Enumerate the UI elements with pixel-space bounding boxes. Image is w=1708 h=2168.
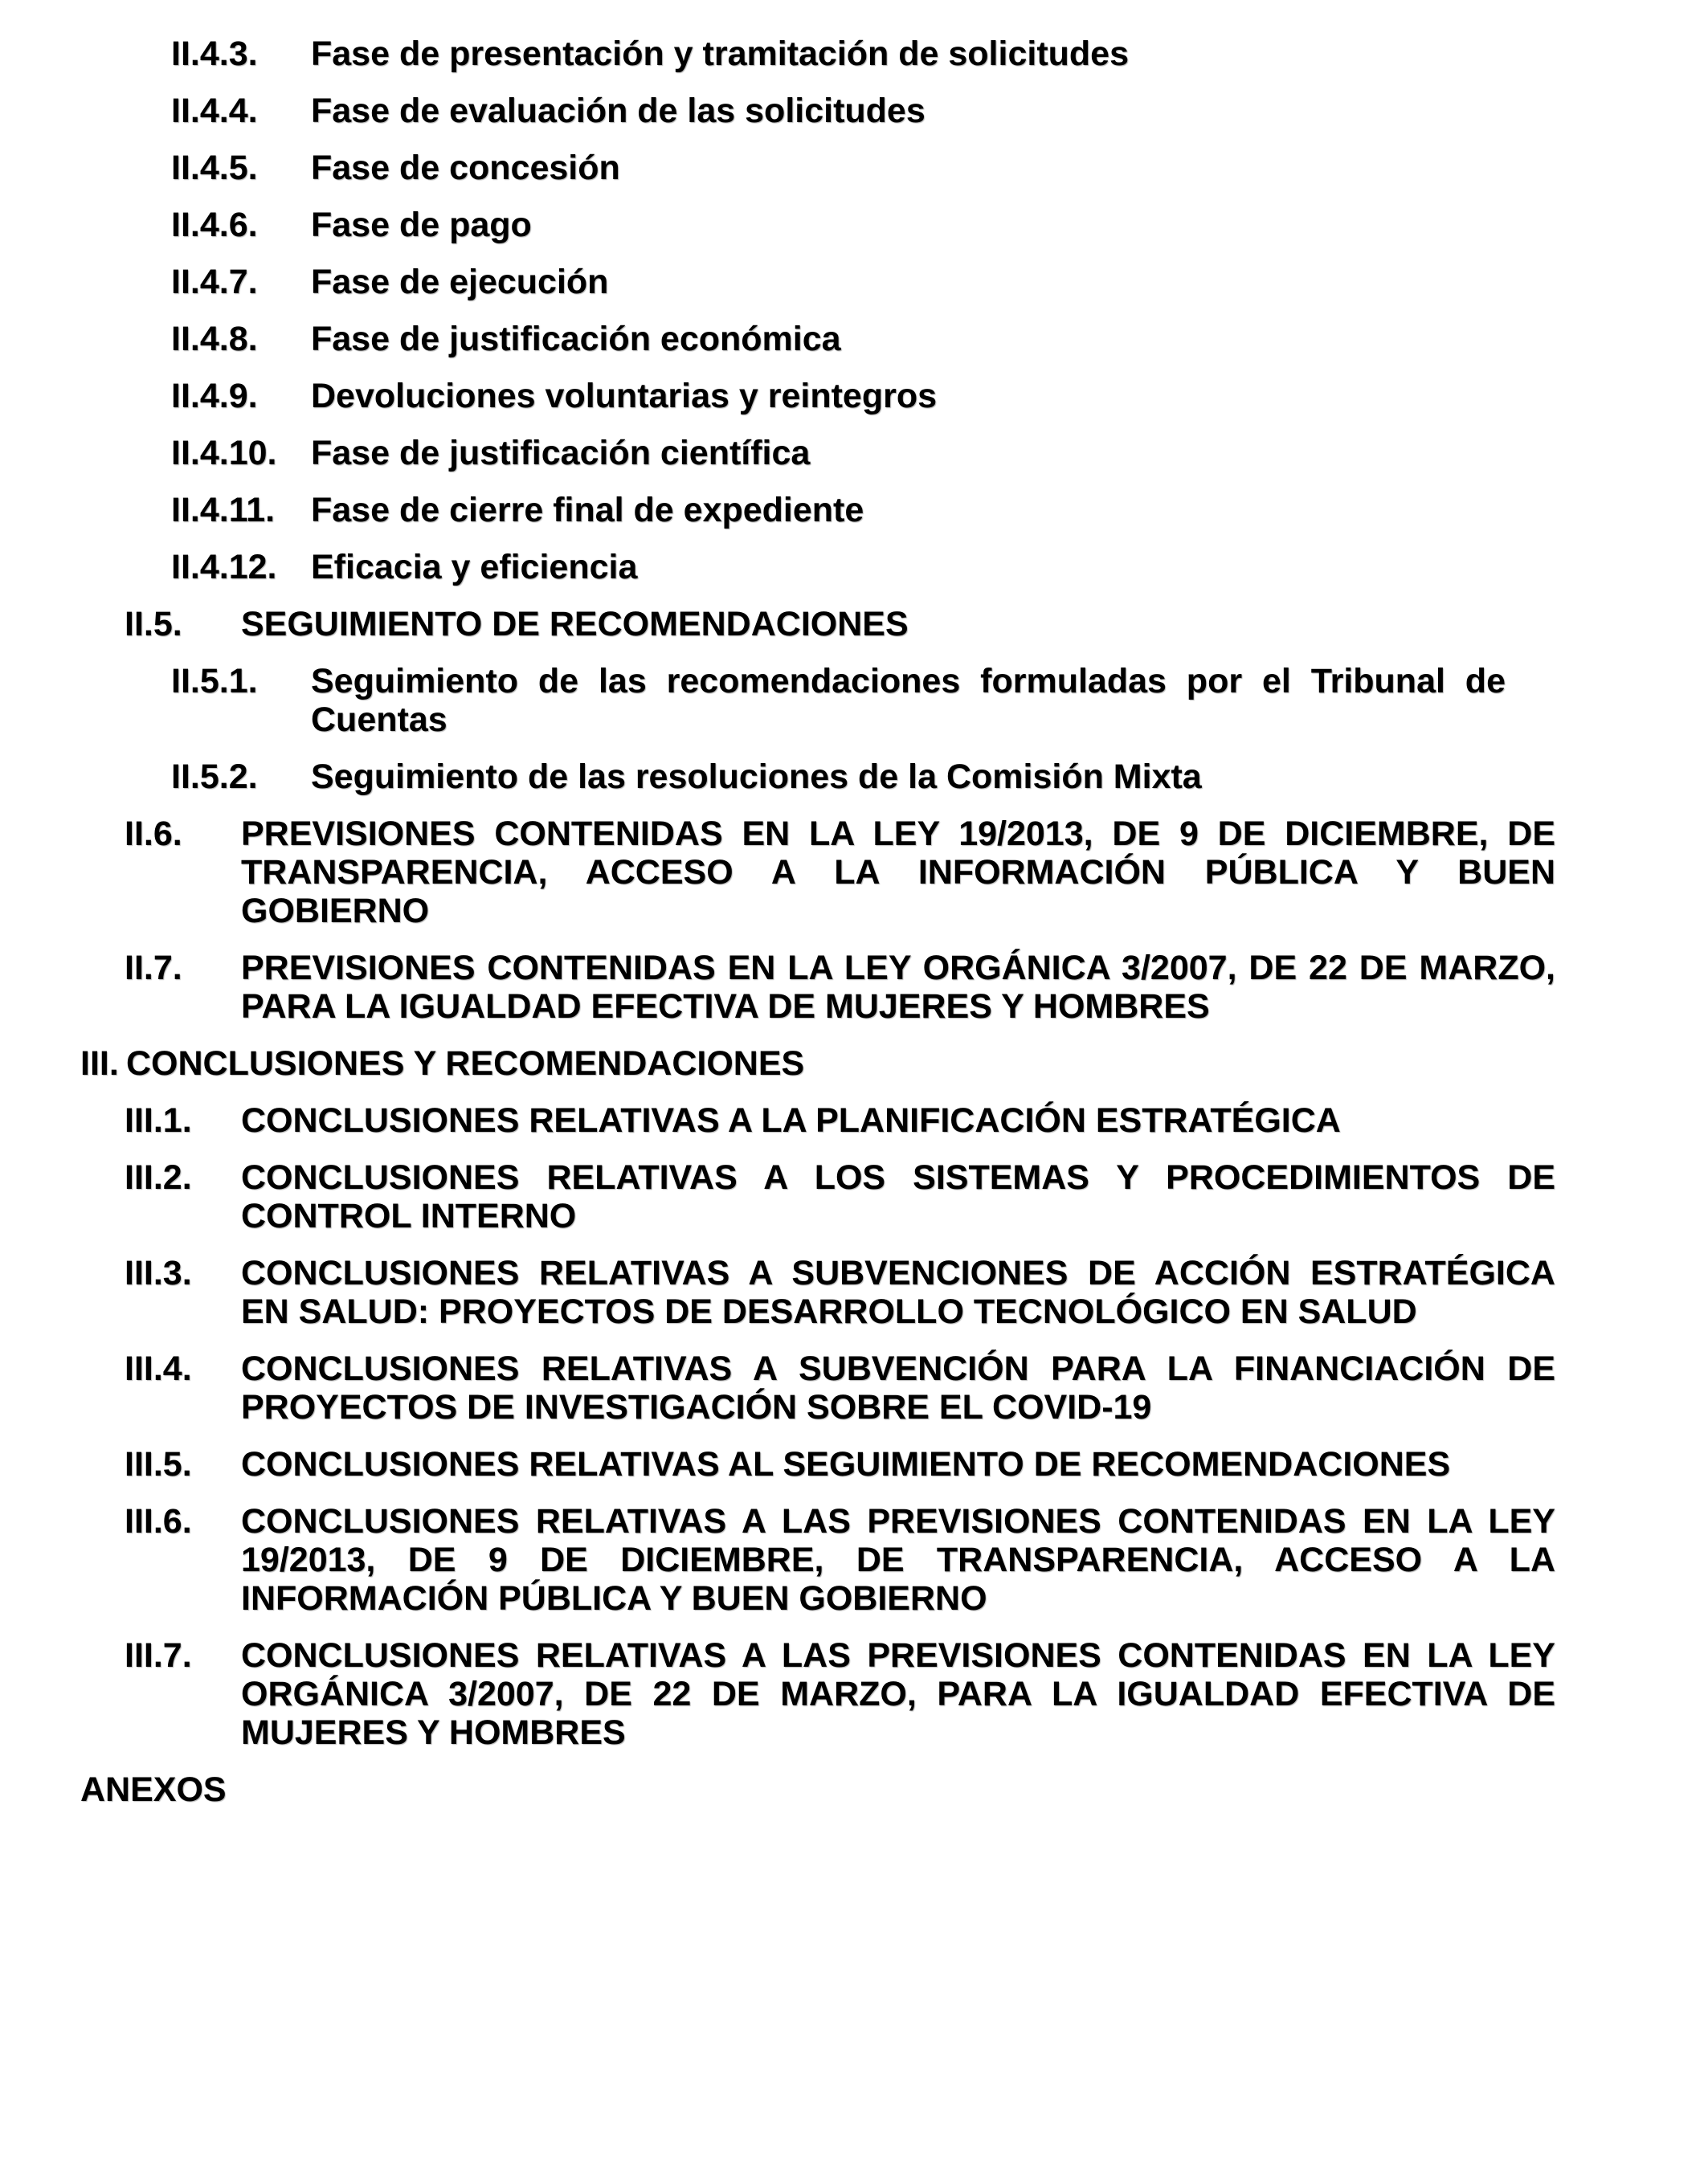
toc-line: EN SALUD: PROYECTOS DE DESARROLLO TECNOLÓGICO EN SALUD [241, 1292, 1417, 1331]
toc-entry [0, 263, 1708, 301]
toc-line: CONCLUSIONES RELATIVAS A LA PLANIFICACIÓN ESTRATÉGICA [241, 1101, 1341, 1140]
toc-entry-text [311, 263, 1506, 301]
toc-entry-number: III.4. [125, 1349, 192, 1388]
toc-entry-text [241, 1445, 1555, 1484]
toc-entry-number: III.1. [125, 1101, 192, 1140]
toc-list [0, 35, 1708, 1809]
toc-entry-text [311, 491, 1506, 529]
toc-line: Seguimiento de las resoluciones de la Comisión Mixta [311, 757, 1202, 796]
toc-entry-text [241, 1254, 1555, 1331]
toc-entry-number: II.4.3. [171, 35, 258, 73]
toc-entry [0, 548, 1708, 586]
toc-line: Fase de justificación económica [311, 320, 841, 358]
toc-line: Fase de evaluación de las solicitudes [311, 92, 926, 130]
toc-entry [0, 1770, 1708, 1809]
toc-line: ORGÁNICA 3/2007, DE 22 DE MARZO, PARA LA IGUALDAD EFECTIVA DE [241, 1675, 1555, 1713]
toc-entry-number: II.4.11. [171, 491, 276, 529]
toc-entry-text [241, 1636, 1555, 1752]
toc-entry-number: II.5. [125, 605, 182, 643]
toc-line: PARA LA IGUALDAD EFECTIVA DE MUJERES Y HOMBRES [241, 987, 1210, 1026]
toc-line: GOBIERNO [241, 892, 430, 930]
toc-entry-text [241, 1502, 1555, 1618]
toc-line: PREVISIONES CONTENIDAS EN LA LEY 19/2013, DE 9 DE DICIEMBRE, DE [241, 815, 1555, 853]
toc-entry-text [311, 548, 1506, 586]
toc-line: Fase de cierre final de expediente [311, 491, 864, 529]
toc-entry-text [241, 605, 1555, 643]
toc-entry-number: II.5.1. [171, 662, 258, 700]
toc-entry-number: II.4.6. [171, 206, 258, 244]
toc-line: Fase de presentación y tramitación de solicitudes [311, 35, 1129, 73]
toc-entry [0, 757, 1708, 796]
toc-entry-text [311, 320, 1506, 358]
toc-entry-number: II.6. [125, 815, 182, 853]
toc-line: ANEXOS [80, 1770, 227, 1809]
toc-entry [0, 320, 1708, 358]
toc-entry-number: III.7. [125, 1636, 192, 1675]
toc-entry-number: III.3. [125, 1254, 192, 1292]
toc-line: Cuentas [311, 700, 447, 739]
toc-entry [0, 206, 1708, 244]
toc-entry-text [311, 92, 1506, 130]
toc-entry-text [311, 149, 1506, 187]
toc-line: CONCLUSIONES RELATIVAS A SUBVENCIÓN PARA LA FINANCIACIÓN DE [241, 1349, 1555, 1388]
toc-line: CONCLUSIONES RELATIVAS A LAS PREVISIONES CONTENIDAS EN LA LEY [241, 1636, 1555, 1675]
toc-entry [0, 1445, 1708, 1484]
toc-line: CONCLUSIONES RELATIVAS A LAS PREVISIONES CONTENIDAS EN LA LEY [241, 1502, 1555, 1541]
toc-entry-number: II.4.4. [171, 92, 258, 130]
toc-entry [0, 434, 1708, 472]
toc-entry-text [241, 1158, 1555, 1235]
toc-entry-number: III.2. [125, 1158, 192, 1197]
toc-entry [0, 1636, 1708, 1752]
toc-entry-text [241, 1101, 1555, 1140]
toc-entry [0, 605, 1708, 643]
toc-line: CONCLUSIONES RELATIVAS A SUBVENCIONES DE ACCIÓN ESTRATÉGICA [241, 1254, 1555, 1292]
toc-entry [0, 1502, 1708, 1618]
toc-line: Fase de ejecución [311, 263, 609, 301]
toc-entry-text [311, 434, 1506, 472]
toc-line: PROYECTOS DE INVESTIGACIÓN SOBRE EL COVID-19 [241, 1388, 1152, 1427]
toc-entry-number: II.4.5. [171, 149, 258, 187]
toc-entry [0, 92, 1708, 130]
toc-line: SEGUIMIENTO DE RECOMENDACIONES [241, 605, 909, 643]
toc-entry [0, 1044, 1708, 1083]
toc-entry-number: II.4.8. [171, 320, 258, 358]
toc-entry-number: II.4.12. [171, 548, 277, 586]
toc-line: Eficacia y eficiencia [311, 548, 638, 586]
toc-line: Seguimiento de las recomendaciones formuladas por el Tribunal de [311, 662, 1506, 700]
toc-entry-text [311, 206, 1506, 244]
toc-entry-text [241, 815, 1555, 930]
toc-entry-text [80, 1770, 1510, 1809]
toc-line: Devoluciones voluntarias y reintegros [311, 377, 938, 415]
toc-entry [0, 35, 1708, 73]
toc-entry [0, 815, 1708, 930]
toc-entry-text [241, 949, 1555, 1026]
toc-line: 19/2013, DE 9 DE DICIEMBRE, DE TRANSPARENCIA, ACCESO A LA [241, 1541, 1555, 1579]
toc-entry-number: III.6. [125, 1502, 192, 1541]
toc-line: Fase de concesión [311, 149, 620, 187]
toc-entry [0, 149, 1708, 187]
toc-entry-number: II.5.2. [171, 757, 258, 796]
toc-entry [0, 662, 1708, 739]
toc-entry [0, 491, 1708, 529]
toc-entry-number: II.7. [125, 949, 182, 987]
toc-entry-text [126, 1044, 1555, 1083]
toc-line: Fase de pago [311, 206, 532, 244]
toc-entry-number: II.4.9. [171, 377, 258, 415]
toc-line: CONCLUSIONES Y RECOMENDACIONES [126, 1044, 805, 1083]
toc-entry-text [241, 1349, 1555, 1427]
toc-entry [0, 1101, 1708, 1140]
toc-line: INFORMACIÓN PÚBLICA Y BUEN GOBIERNO [241, 1579, 987, 1618]
toc-line: CONCLUSIONES RELATIVAS AL SEGUIMIENTO DE RECOMENDACIONES [241, 1445, 1451, 1484]
toc-entry [0, 1349, 1708, 1427]
toc-entry-number: III.5. [125, 1445, 192, 1484]
toc-entry [0, 1158, 1708, 1235]
toc-line: TRANSPARENCIA, ACCESO A LA INFORMACIÓN PÚBLICA Y BUEN [241, 853, 1555, 892]
toc-entry-text [311, 757, 1506, 796]
toc-entry [0, 1254, 1708, 1331]
toc-line: CONTROL INTERNO [241, 1197, 577, 1235]
toc-entry-text [311, 662, 1506, 739]
toc-line: Fase de justificación científica [311, 434, 811, 472]
toc-line: MUJERES Y HOMBRES [241, 1713, 626, 1752]
toc-entry-number: II.4.10. [171, 434, 277, 472]
toc-entry [0, 949, 1708, 1026]
toc-entry-text [311, 35, 1506, 73]
toc-entry [0, 377, 1708, 415]
toc-entry-number: III. [80, 1044, 119, 1083]
toc-entry-number: II.4.7. [171, 263, 258, 301]
toc-line: CONCLUSIONES RELATIVAS A LOS SISTEMAS Y PROCEDIMIENTOS DE [241, 1158, 1555, 1197]
toc-line: PREVISIONES CONTENIDAS EN LA LEY ORGÁNICA 3/2007, DE 22 DE MARZO, [241, 949, 1555, 987]
toc-entry-text [311, 377, 1506, 415]
